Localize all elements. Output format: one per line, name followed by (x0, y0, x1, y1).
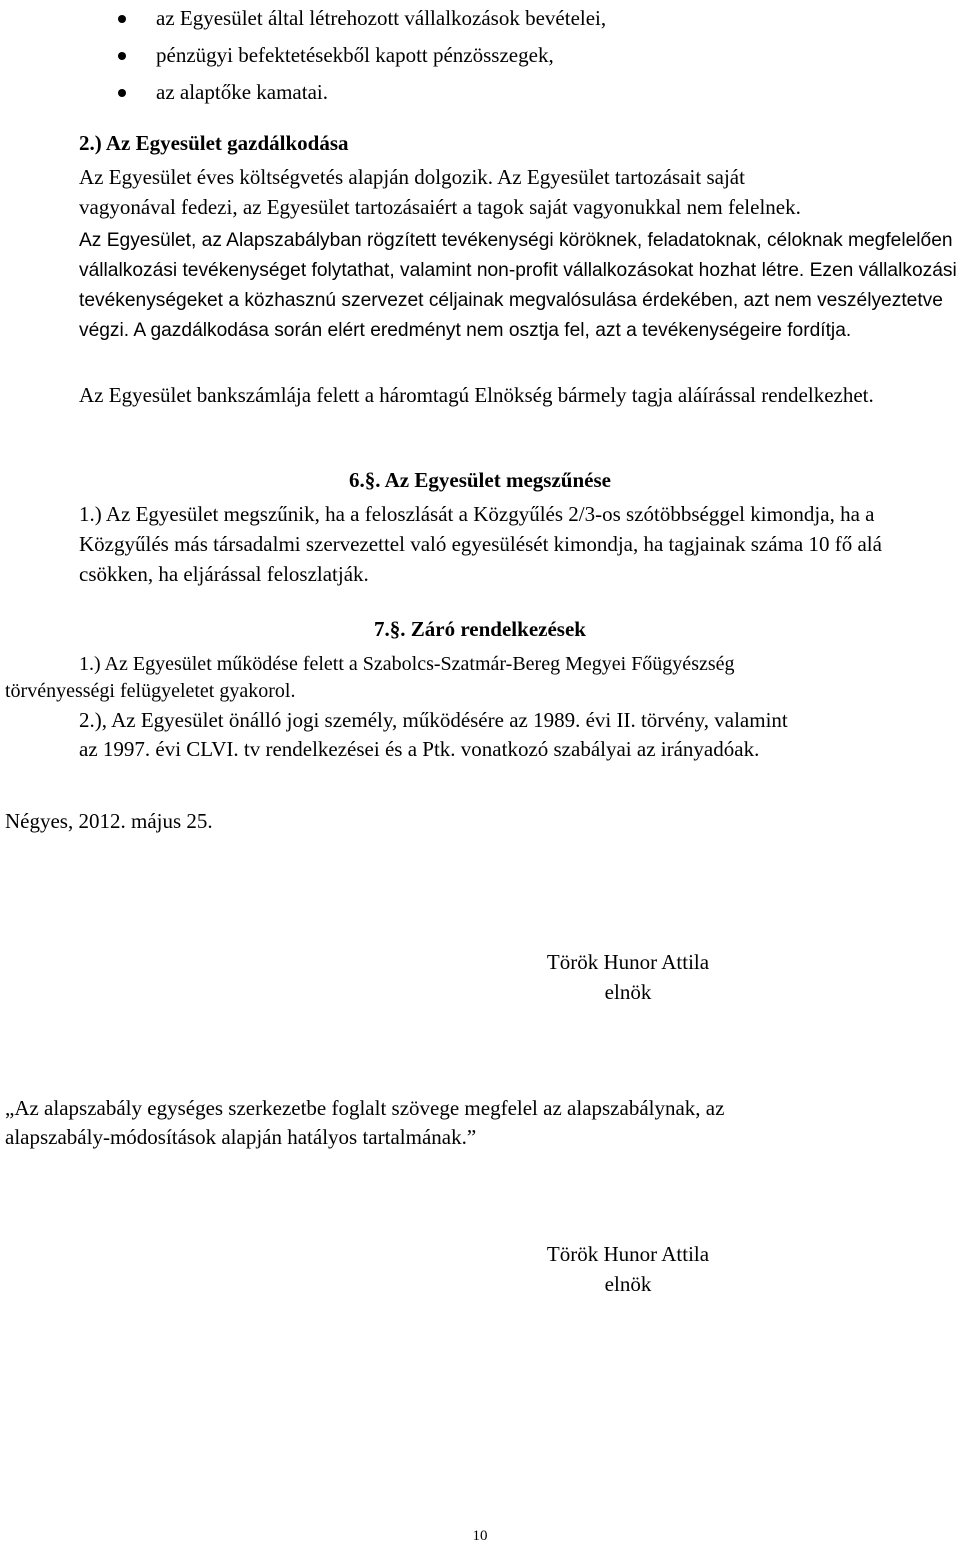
section7-item1-line1: 1.) Az Egyesület működése felett a Szabolcs-Szatmár-Bereg Megyei Főügyészség (79, 653, 735, 675)
section7-item2-line1: 2.), Az Egyesület önálló jogi személy, működésére az 1989. évi II. törvény, valamint (79, 708, 788, 732)
section7-heading: 7.§. Záró rendelkezések (374, 617, 586, 641)
bullet-icon (118, 89, 126, 97)
management-para2: Az Egyesület, az Alapszabályban rögzített tevékenységi köröknek, feladatoknak, céloknak megfelelően vállalkozási tevékenységet folytathat, valamint non-profit vállalkozásokat hozhat létre. Ezen vállalkozási tevékenységeket a közhasznú szervezet céljainak megvalósulása érdekében, azt nem veszélyeztetve végzi. A gazdálkodása során elért eredményt nem osztja fel, azt a tevékenységeire fordítja. (79, 230, 957, 341)
place-date: Négyes, 2012. május 25. (5, 809, 213, 833)
signatory-role: elnök (604, 1272, 652, 1296)
certification-line1: „Az alapszabály egységes szerkezetbe foglalt szövege megfelel az alapszabálynak, az (5, 1096, 725, 1120)
section7-item1-line2: törvényességi felügyeletet gyakorol. (5, 680, 296, 702)
list-item-text: pénzügyi befektetésekből kapott pénzösszegek, (156, 43, 554, 67)
list-item-text: az Egyesület által létrehozott vállalkozások bevételei, (156, 6, 607, 30)
list-item (0, 37, 606, 74)
management-para1-line2: vagyonával fedezi, az Egyesület tartozásaiért a tagok saját vagyonukkal nem felelnek. (79, 195, 801, 219)
income-bullet-list (0, 0, 606, 111)
bullet-icon (118, 52, 126, 60)
signatory-role: elnök (604, 980, 652, 1004)
list-item (0, 74, 606, 111)
certification-line2: alapszabály-módosítások alapján hatályos tartalmának.” (5, 1125, 477, 1149)
management-heading: 2.) Az Egyesület gazdálkodása (79, 131, 349, 155)
management-para3: Az Egyesület bankszámlája felett a háromtagú Elnökség bármely tagja aláírással rendelkezhet. (79, 383, 874, 407)
list-item (0, 0, 606, 37)
signature-block (488, 947, 768, 1007)
signatory-name: Török Hunor Attila (546, 1242, 710, 1266)
list-item-text: az alaptőke kamatai. (156, 80, 328, 104)
section6-heading: 6.§. Az Egyesület megszűnése (349, 468, 611, 492)
bullet-icon (118, 15, 126, 23)
management-para1-line1: Az Egyesület éves költségvetés alapján dolgozik. Az Egyesület tartozásait saját (79, 165, 745, 189)
page-number: 10 (472, 1528, 488, 1544)
signatory-name: Török Hunor Attila (546, 950, 710, 974)
section7-item2-line2: az 1997. évi CLVI. tv rendelkezései és a Ptk. vonatkozó szabályai az irányadóak. (79, 737, 760, 761)
signature-block (488, 1239, 768, 1299)
section6-para: 1.) Az Egyesület megszűnik, ha a feloszlását a Közgyűlés 2/3-os szótöbbséggel kimondja, ha a Közgyűlés más társadalmi szervezettel való egyesülését kimondja, ha tagjainak száma 10 fő alá csökken, ha eljárással feloszlatják. (79, 502, 882, 586)
